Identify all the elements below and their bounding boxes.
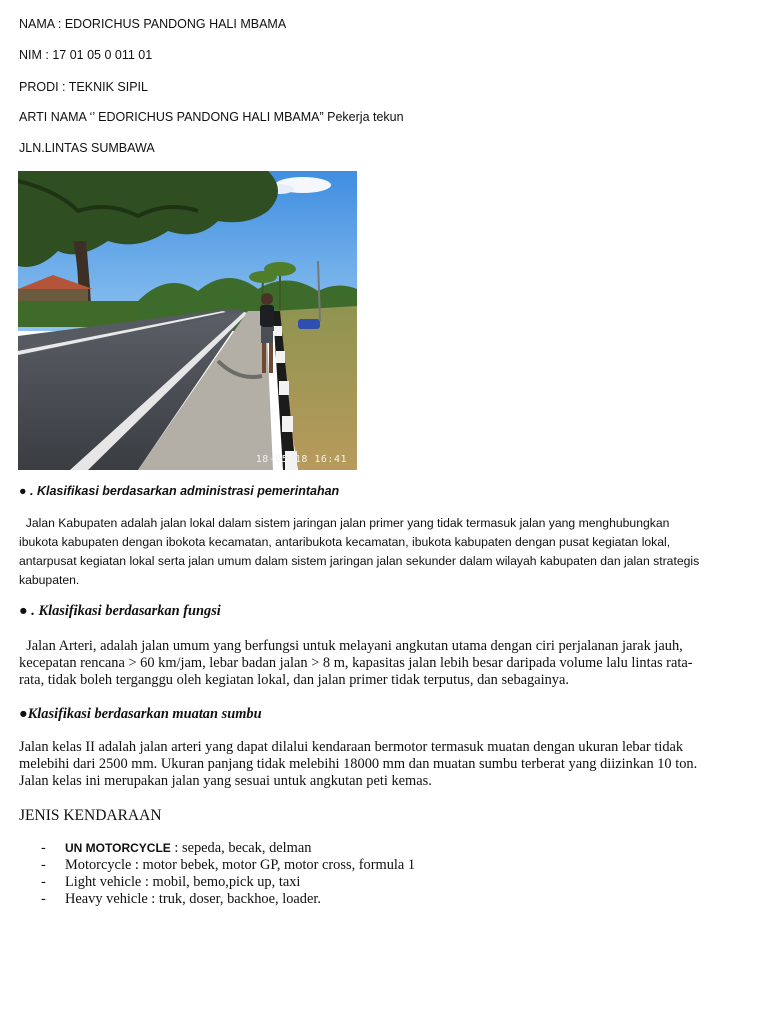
list-dash: - <box>41 840 46 856</box>
list-item <box>41 857 415 874</box>
section2-paragraph <box>19 638 749 689</box>
list-item <box>41 840 415 857</box>
vehicle-list <box>41 840 415 908</box>
nim-line: NIM : 17 01 05 0 011 01 <box>19 48 153 62</box>
list-dash: - <box>41 891 46 907</box>
section3-line: Jalan kelas II adalah jalan arteri yang dapat dilalui kendaraan bermotor termasuk muatan dengan ukuran lebar tidak <box>19 739 684 755</box>
section3-heading: ●Klasifikasi berdasarkan muatan sumbu <box>19 706 262 722</box>
jenis-kendaraan-heading: JENIS KENDARAAN <box>19 807 162 824</box>
nama-line: NAMA : EDORICHUS PANDONG HALI MBAMA <box>19 17 287 31</box>
section2-line: rata, tidak boleh terganggu oleh kegiatan lokal, dan jalan primer tidak terputus, dan sebagainya. <box>19 672 569 688</box>
section2-line: kecepatan rencana > 60 km/jam, lebar badan jalan > 8 m, kapasitas jalan lebih besar daripada volume lalu lintas rata- <box>19 655 693 671</box>
arti-nama-line: ARTI NAMA ‘’ EDORICHUS PANDONG HALI MBAMA” Pekerja tekun <box>19 110 404 124</box>
section1-heading: ● . Klasifikasi berdasarkan administrasi pemerintahan <box>19 484 340 498</box>
section2-line: Jalan Arteri, adalah jalan umum yang berfungsi untuk melayani angkutan utama dengan ciri perjalanan jarak jauh, <box>19 638 683 654</box>
section1-line: antarpusat kegiatan lokal serta jalan umum dalam sistem jaringan jalan sekunder dalam wilayah kabupaten dan jalan strategis <box>19 554 700 568</box>
item-text: Light vehicle : mobil, bemo,pick up, taxi <box>65 874 301 890</box>
prodi-line: PRODI : TEKNIK SIPIL <box>19 80 148 94</box>
list-item <box>41 891 415 908</box>
section2-heading: ● . Klasifikasi berdasarkan fungsi <box>19 603 221 619</box>
jalan-line: JLN.LINTAS SUMBAWA <box>19 141 155 155</box>
section3-paragraph <box>19 739 749 790</box>
list-dash: - <box>41 857 46 873</box>
section1-line: Jalan Kabupaten adalah jalan lokal dalam sistem jaringan jalan primer yang tidak termasuk jalan yang menghubungkan <box>19 516 670 530</box>
item-label: UN MOTORCYCLE <box>65 841 171 855</box>
section3-line: melebihi dari 2500 mm. Ukuran panjang tidak melebihi 18000 mm dan muatan sumbu terberat yang diizinkan 10 ton. <box>19 756 698 772</box>
list-item <box>41 874 415 891</box>
photo-timestamp: 18-05-18 16:41 <box>255 454 347 465</box>
section1-line: ibukota kabupaten dengan ibokota kecamatan, antaribukota kecamatan, ibukota kabupaten dengan pusat kegiatan lokal, <box>19 535 671 549</box>
item-text: : sepeda, becak, delman <box>170 840 312 856</box>
section3-line: Jalan kelas ini merupakan jalan yang sesuai untuk angkutan peti kemas. <box>19 773 432 789</box>
item-text: Motorcycle : motor bebek, motor GP, motor cross, formula 1 <box>65 857 416 873</box>
road-photo <box>18 171 357 470</box>
section1-paragraph <box>19 514 749 590</box>
list-dash: - <box>41 874 46 890</box>
item-text: Heavy vehicle : truk, doser, backhoe, loader. <box>65 891 321 907</box>
section1-line: kabupaten. <box>19 573 80 587</box>
